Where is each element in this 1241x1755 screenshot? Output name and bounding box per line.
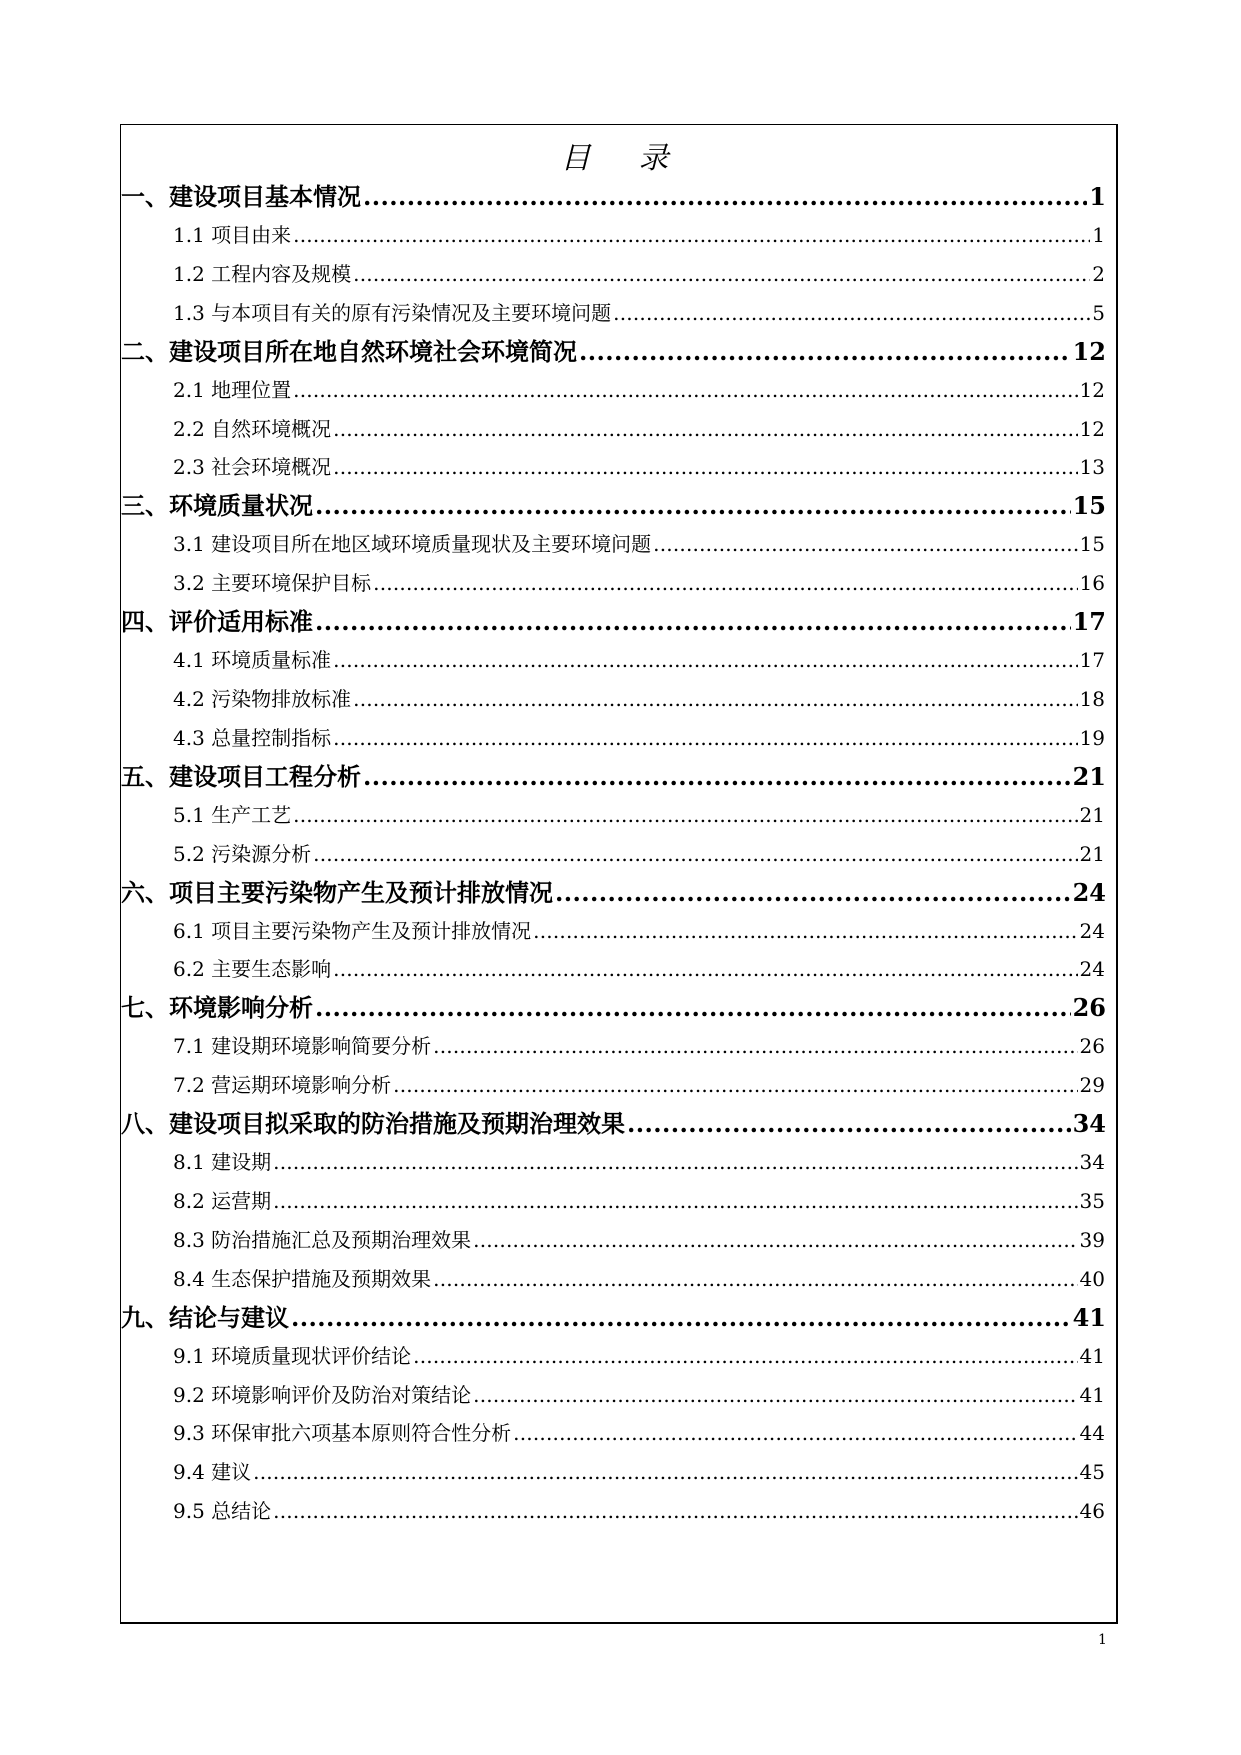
toc-entry-label: 五、建设项目工程分析 <box>121 761 361 791</box>
dot-leader <box>363 758 1071 796</box>
toc-entry-page: 12 <box>1072 336 1106 366</box>
toc-subsection[interactable] <box>121 719 1116 758</box>
toc-entry-label: 2.2 自然环境概况 <box>173 416 332 441</box>
toc-entry-page: 26 <box>1079 1034 1105 1059</box>
dot-leader <box>253 1453 1077 1492</box>
dot-leader <box>393 1066 1077 1105</box>
toc-subsection[interactable] <box>121 1337 1116 1376</box>
toc-entry-page: 35 <box>1079 1189 1105 1214</box>
toc-subsection[interactable] <box>121 1414 1116 1453</box>
dot-leader <box>533 912 1077 951</box>
toc-entry-label: 二、建设项目所在地自然环境社会环境简况 <box>121 336 577 366</box>
toc-entry-label: 2.3 社会环境概况 <box>173 455 332 480</box>
toc-entry-page: 41 <box>1072 1302 1106 1332</box>
dot-leader <box>579 333 1071 371</box>
dot-leader <box>293 371 1077 410</box>
toc-frame <box>120 124 1118 1624</box>
toc-title-char-2: 录 <box>638 141 677 176</box>
toc-section[interactable] <box>121 1105 1116 1143</box>
toc-subsection[interactable] <box>121 835 1116 874</box>
toc-entry-page: 1 <box>1089 182 1106 211</box>
toc-entry-label: 9.2 环境影响评价及防治对策结论 <box>173 1382 472 1407</box>
toc-subsection[interactable] <box>121 255 1116 294</box>
toc-entry-label: 1.2 工程内容及规模 <box>173 261 352 286</box>
toc-entry-label: 一、建设项目基本情况 <box>121 182 361 211</box>
toc-entry-page: 19 <box>1079 725 1105 750</box>
toc-entry-label: 七、环境影响分析 <box>121 993 313 1023</box>
toc-subsection[interactable] <box>121 1221 1116 1260</box>
toc-entry-label: 9.3 环保审批六项基本原则符合性分析 <box>173 1421 512 1446</box>
toc-subsection[interactable] <box>121 1492 1116 1531</box>
toc-subsection[interactable] <box>121 1182 1116 1221</box>
dot-leader <box>373 564 1077 603</box>
toc-entry-page: 16 <box>1079 571 1105 596</box>
toc-entry-label: 1.1 项目由来 <box>173 223 292 247</box>
toc-entry-label: 三、环境质量状况 <box>121 491 313 521</box>
toc-entry-label: 5.2 污染源分析 <box>173 841 312 866</box>
toc-entry-page: 15 <box>1079 532 1105 557</box>
dot-leader <box>333 448 1077 487</box>
toc-entry-page: 39 <box>1079 1227 1105 1252</box>
toc-entry-page: 15 <box>1072 491 1106 521</box>
toc-entry-page: 18 <box>1079 687 1105 712</box>
toc-entry-page: 24 <box>1079 918 1105 943</box>
toc-entry-page: 1 <box>1092 223 1105 247</box>
toc-subsection[interactable] <box>121 371 1116 410</box>
toc-entry-label: 四、评价适用标准 <box>121 607 313 637</box>
dot-leader <box>433 1260 1077 1299</box>
dot-leader <box>273 1182 1077 1221</box>
toc-entry-page: 24 <box>1079 957 1105 982</box>
dot-leader <box>333 950 1077 989</box>
toc-title <box>121 133 1116 177</box>
dot-leader <box>315 989 1071 1027</box>
toc-entry-page: 41 <box>1079 1382 1105 1407</box>
dot-leader <box>293 216 1090 255</box>
toc-entry-page: 34 <box>1072 1109 1106 1139</box>
toc-entry-label: 九、结论与建议 <box>121 1302 289 1332</box>
toc-subsection[interactable] <box>121 1376 1116 1415</box>
toc-entry-label: 1.3 与本项目有关的原有污染情况及主要环境问题 <box>173 300 612 325</box>
toc-entry-page: 29 <box>1079 1073 1105 1098</box>
toc-entry-label: 7.1 建设期环境影响简要分析 <box>173 1034 432 1059</box>
toc-entry-label: 8.2 运营期 <box>173 1189 272 1214</box>
toc-list <box>121 178 1116 1531</box>
toc-subsection[interactable] <box>121 525 1116 564</box>
toc-entry-label: 6.2 主要生态影响 <box>173 957 332 982</box>
toc-entry-page: 41 <box>1079 1343 1105 1368</box>
toc-subsection[interactable] <box>121 912 1116 951</box>
toc-entry-page: 12 <box>1079 377 1105 402</box>
dot-leader <box>333 719 1077 758</box>
toc-entry-page: 2 <box>1092 261 1105 286</box>
page-number: 1 <box>1098 1632 1107 1648</box>
toc-entry-label: 3.2 主要环境保护目标 <box>173 571 372 596</box>
toc-entry-page: 44 <box>1079 1421 1105 1446</box>
dot-leader <box>473 1221 1077 1260</box>
dot-leader <box>291 1299 1071 1337</box>
toc-entry-page: 17 <box>1079 648 1105 673</box>
toc-section[interactable] <box>121 603 1116 641</box>
dot-leader <box>433 1027 1077 1066</box>
toc-subsection[interactable] <box>121 796 1116 835</box>
toc-entry-label: 8.3 防治措施汇总及预期治理效果 <box>173 1227 472 1252</box>
toc-subsection[interactable] <box>121 294 1116 333</box>
toc-subsection[interactable] <box>121 216 1116 255</box>
toc-title-char-1: 目 <box>560 141 599 176</box>
toc-entry-page: 21 <box>1079 802 1105 827</box>
toc-entry-page: 12 <box>1079 416 1105 441</box>
dot-leader <box>653 525 1077 564</box>
toc-entry-page: 46 <box>1079 1499 1105 1524</box>
toc-subsection[interactable] <box>121 680 1116 719</box>
dot-leader <box>513 1414 1077 1453</box>
dot-leader <box>613 294 1090 333</box>
toc-entry-page: 17 <box>1072 607 1106 637</box>
toc-entry-label: 5.1 生产工艺 <box>173 802 292 827</box>
toc-entry-label: 4.2 污染物排放标准 <box>173 687 352 712</box>
dot-leader <box>313 835 1077 874</box>
toc-entry-label: 六、项目主要污染物产生及预计排放情况 <box>121 877 553 907</box>
dot-leader <box>627 1105 1071 1143</box>
toc-entry-page: 45 <box>1079 1460 1105 1485</box>
toc-section[interactable] <box>121 333 1116 371</box>
dot-leader <box>363 178 1087 216</box>
toc-entry-page: 24 <box>1072 877 1106 907</box>
toc-entry-label: 8.1 建设期 <box>173 1150 272 1175</box>
toc-entry-label: 4.1 环境质量标准 <box>173 648 332 673</box>
toc-entry-page: 34 <box>1079 1150 1105 1175</box>
dot-leader <box>353 255 1090 294</box>
toc-subsection[interactable] <box>121 564 1116 603</box>
toc-subsection[interactable] <box>121 1066 1116 1105</box>
toc-entry-label: 7.2 营运期环境影响分析 <box>173 1073 392 1098</box>
dot-leader <box>315 603 1071 641</box>
toc-entry-label: 9.5 总结论 <box>173 1499 272 1524</box>
toc-subsection[interactable] <box>121 641 1116 680</box>
dot-leader <box>333 410 1077 449</box>
toc-section[interactable] <box>121 758 1116 796</box>
dot-leader <box>315 487 1071 525</box>
dot-leader <box>353 680 1077 719</box>
toc-section[interactable] <box>121 874 1116 912</box>
toc-entry-label: 9.1 环境质量现状评价结论 <box>173 1343 412 1368</box>
dot-leader <box>333 641 1077 680</box>
toc-entry-label: 3.1 建设项目所在地区域环境质量现状及主要环境问题 <box>173 532 652 557</box>
toc-entry-label: 4.3 总量控制指标 <box>173 725 332 750</box>
toc-entry-label: 2.1 地理位置 <box>173 377 292 402</box>
dot-leader <box>293 796 1077 835</box>
dot-leader <box>273 1492 1077 1531</box>
toc-entry-page: 40 <box>1079 1266 1105 1291</box>
toc-entry-label: 9.4 建议 <box>173 1460 252 1485</box>
dot-leader <box>555 874 1071 912</box>
dot-leader <box>273 1143 1077 1182</box>
toc-entry-page: 13 <box>1079 455 1105 480</box>
toc-subsection[interactable] <box>121 1453 1116 1492</box>
dot-leader <box>413 1337 1077 1376</box>
toc-entry-page: 21 <box>1072 761 1106 791</box>
toc-subsection[interactable] <box>121 1027 1116 1066</box>
toc-entry-page: 21 <box>1079 841 1105 866</box>
toc-entry-label: 8.4 生态保护措施及预期效果 <box>173 1266 432 1291</box>
dot-leader <box>473 1376 1077 1415</box>
toc-entry-label: 八、建设项目拟采取的防治措施及预期治理效果 <box>121 1109 625 1139</box>
toc-subsection[interactable] <box>121 950 1116 989</box>
toc-subsection[interactable] <box>121 1260 1116 1299</box>
toc-entry-page: 26 <box>1072 993 1106 1023</box>
toc-subsection[interactable] <box>121 1143 1116 1182</box>
toc-section[interactable] <box>121 487 1116 525</box>
toc-section[interactable] <box>121 1299 1116 1337</box>
toc-entry-page: 5 <box>1092 300 1105 325</box>
toc-subsection[interactable] <box>121 448 1116 487</box>
toc-section[interactable] <box>121 989 1116 1027</box>
toc-subsection[interactable] <box>121 410 1116 449</box>
toc-entry-label: 6.1 项目主要污染物产生及预计排放情况 <box>173 918 532 943</box>
toc-section[interactable] <box>121 178 1116 216</box>
